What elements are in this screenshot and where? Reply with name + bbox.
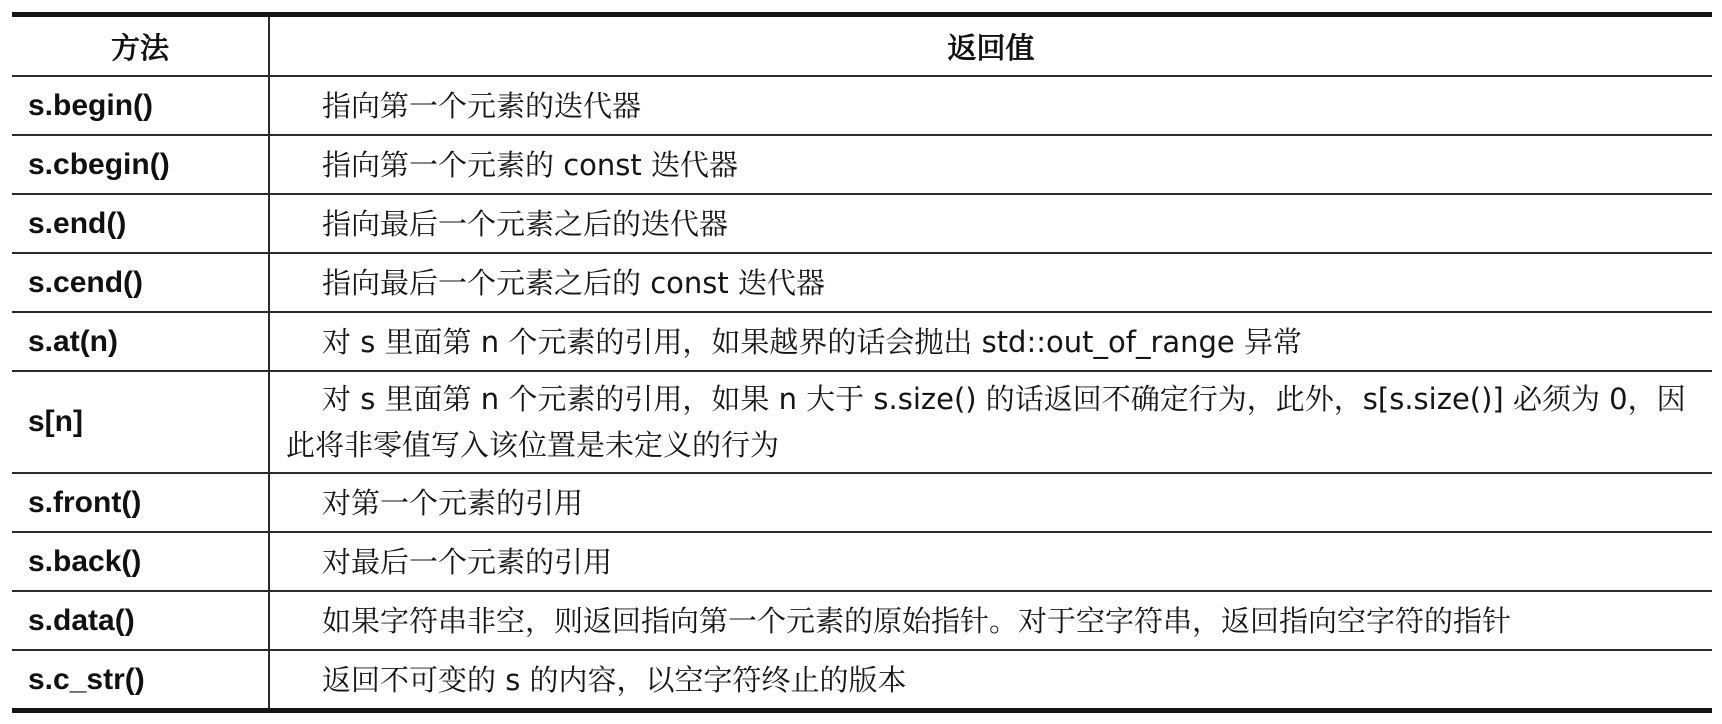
- table-row: [12, 532, 1712, 591]
- method-cell: s[n]: [12, 371, 269, 473]
- description-text: 如果字符串非空，则返回指向第一个元素的原始指针。对于空字符串，返回指向空字符的指针: [322, 603, 1512, 638]
- table-row: [12, 76, 1712, 135]
- description-cell: [269, 76, 1712, 135]
- description-cell: [269, 650, 1712, 711]
- string-methods-table: [12, 12, 1712, 713]
- description-text: 对第一个元素的引用: [322, 485, 584, 520]
- description-text: 对最后一个元素的引用: [322, 544, 613, 579]
- table-row: [12, 194, 1712, 253]
- description-cell: [269, 194, 1712, 253]
- table-row: [12, 135, 1712, 194]
- method-cell: s.at(n): [12, 312, 269, 371]
- header-method: 方法: [12, 15, 269, 77]
- description-text: 指向第一个元素的 const 迭代器: [322, 147, 738, 182]
- description-text: 返回不可变的 s 的内容，以空字符终止的版本: [322, 662, 907, 697]
- description-cell: [269, 591, 1712, 650]
- table-row: [12, 253, 1712, 312]
- description-cell: [269, 532, 1712, 591]
- description-text: 指向第一个元素的迭代器: [322, 88, 642, 123]
- description-cell: [269, 473, 1712, 532]
- description-text: 对 s 里面第 n 个元素的引用，如果越界的话会抛出 std::out_of_range 异常: [322, 324, 1302, 359]
- description-cell: [269, 253, 1712, 312]
- description-text: 指向最后一个元素之后的 const 迭代器: [322, 265, 825, 300]
- description-cell: [269, 312, 1712, 371]
- table-row: [12, 650, 1712, 711]
- method-cell: s.front(): [12, 473, 269, 532]
- method-cell: s.cbegin(): [12, 135, 269, 194]
- header-return-value: 返回值: [947, 30, 1035, 65]
- table-row: [12, 591, 1712, 650]
- method-cell: s.begin(): [12, 76, 269, 135]
- table-row: [12, 312, 1712, 371]
- method-cell: s.back(): [12, 532, 269, 591]
- description-cell: [269, 135, 1712, 194]
- table-row: [12, 371, 1712, 473]
- method-cell: s.data(): [12, 591, 269, 650]
- method-cell: s.cend(): [12, 253, 269, 312]
- description-text: 指向最后一个元素之后的迭代器: [322, 206, 729, 241]
- method-cell: s.end(): [12, 194, 269, 253]
- description-cell: [269, 371, 1712, 473]
- method-cell: s.c_str(): [12, 650, 269, 711]
- table-row: [12, 473, 1712, 532]
- description-text: 对 s 里面第 n 个元素的引用，如果 n 大于 s.size() 的话返回不确定行为，此外，s[s.size()] 必须为 0，因此将非零值写入该位置是未定义的行为: [286, 382, 1686, 462]
- table-header-row: [12, 15, 1712, 77]
